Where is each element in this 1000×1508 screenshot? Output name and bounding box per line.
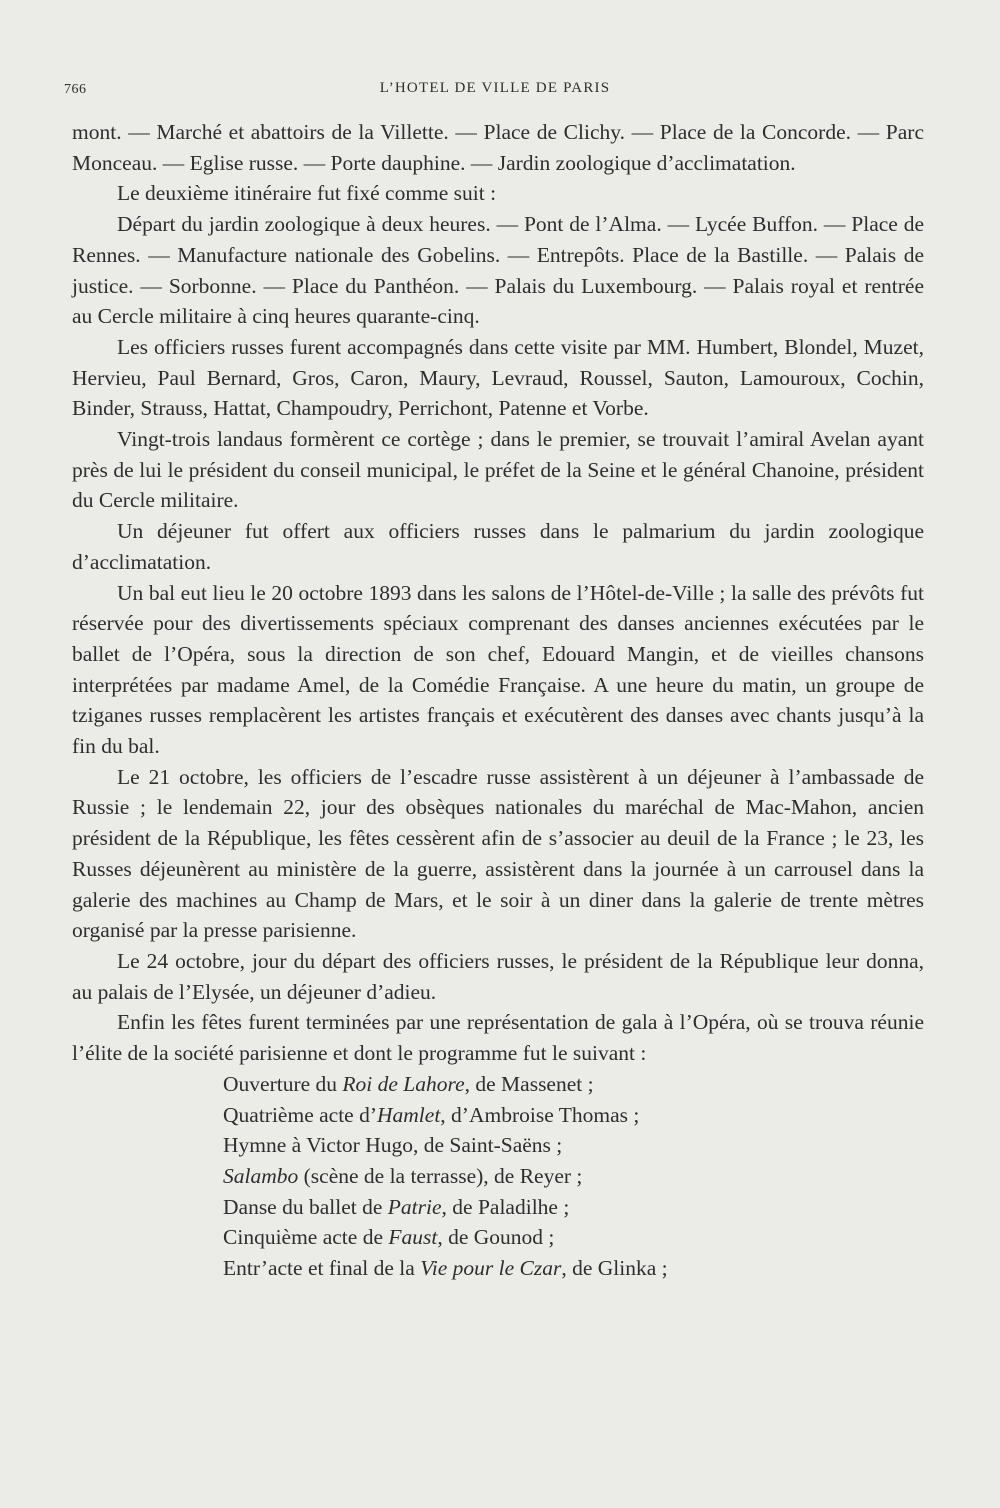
body-text [72,117,924,1284]
paragraph: Le 24 octobre, jour du départ des officiers russes, le président de la République leur donna, au palais de l’Elysée, un déjeuner d’adieu. [72,948,924,1004]
program-item-after: , d’Ambroise Thomas ; [440,1102,640,1127]
program-item-before: Ouverture du [223,1071,343,1096]
program-item [223,1253,924,1284]
paragraph: Départ du jardin zoologique à deux heures. — Pont de l’Alma. — Lycée Buffon. — Place de Rennes. — Manufacture nationale des Gobelins. — Entrepôts. Place de la Bastille. — Palais de justice. — Sorbonne. — Place du Panthéon. — Palais du Luxembourg. — Palais royal et rentrée au Cercle militaire à cinq heures quarante-cinq. [72,212,924,329]
paragraph: Enfin les fêtes furent terminées par une représentation de gala à l’Opéra, où se trouva réunie l’élite de la société parisienne et dont le programme fut le suivant : [72,1010,924,1066]
paragraph: Un bal eut lieu le 20 octobre 1893 dans les salons de l’Hôtel-de-Ville ; la salle des prévôts fut réservée pour des divertissements spéciaux comprenant des danses anciennes exécutées par le ballet de l’Opéra, sous la direction de son chef, Edouard Mangin, et de vieilles chansons interprétées par madame Amel, de la Comédie Française. A une heure du matin, un groupe de tziganes russes remplacèrent les artistes français et exécutèrent des danses avec chants jusqu’à la fin du bal. [72,580,924,759]
program-item [223,1161,924,1192]
program-item-before: Quatrième acte d’ [223,1102,377,1127]
program-item [223,1222,924,1253]
program-item-work: Roi de Lahore [342,1071,465,1096]
program-item-work: Salambo [223,1163,299,1188]
paragraph: Vingt-trois landaus formèrent ce cortège ; dans le premier, se trouvait l’amiral Avelan ayant près de lui le président du conseil municipal, le préfet de la Seine et le général Chanoine, président du Cercle militaire. [72,427,924,513]
page-header [64,78,926,102]
program-item-before: Entr’acte et final de la [223,1256,421,1281]
program-item-work: Hamlet [377,1102,441,1127]
program-item-after: , de Massenet ; [464,1071,594,1096]
paragraph: Le deuxième itinéraire fut fixé comme suit : [117,181,497,206]
program-item-before: Cinquième acte de [223,1225,389,1250]
program-item [223,1100,924,1131]
paragraph: Les officiers russes furent accompagnés dans cette visite par MM. Humbert, Blondel, Muzet, Hervieu, Paul Bernard, Gros, Caron, Maury, Levraud, Roussel, Sauton, Lamouroux, Cochin, Binder, Strauss, Hattat, Champoudry, Perrichont, Patenne et Vorbe. [72,334,924,421]
program-item-after: , de Paladilhe ; [441,1194,570,1219]
program-item-after: (scène de la terrasse), de Reyer ; [298,1163,583,1188]
program-item [223,1130,924,1161]
gala-program-list [72,1069,924,1284]
program-item-work: Patrie [387,1194,442,1219]
program-item [223,1069,924,1100]
program-item-after: , de Glinka ; [561,1256,668,1281]
program-item-work: Faust [388,1225,438,1250]
program-item [223,1192,924,1223]
paragraph: Le 21 octobre, les officiers de l’escadre russe assistèrent à un déjeuner à l’ambassade de Russie ; le lendemain 22, jour des obsèques nationales du maréchal de Mac-Mahon, ancien président de la République, les fêtes cessèrent afin de s’associer au deuil de la France ; le 23, les Russes déjeunèrent au ministère de la guerre, assistèrent dans la journée à un carrousel dans la galerie des machines au Champ de Mars, et le soir à un diner dans la galerie de trente mètres organisé par la presse parisienne. [72,764,924,943]
program-item-work: Vie pour le Czar [420,1256,562,1281]
page-number: 766 [64,82,87,97]
program-item-after: , de Gounod ; [437,1225,555,1250]
running-title: L’HOTEL DE VILLE DE PARIS [379,80,611,96]
paragraph: mont. — Marché et abattoirs de la Villette. — Place de Clichy. — Place de la Concorde. — Parc Monceau. — Eglise russe. — Porte dauphine. — Jardin zoologique d’acclimatation. [72,120,924,175]
program-item-before: Danse du ballet de [223,1194,388,1219]
paragraph: Un déjeuner fut offert aux officiers russes dans le palmarium du jardin zoologique d’acclimatation. [72,519,924,574]
program-item-before: Hymne à Victor Hugo, de Saint-Saëns ; [223,1133,563,1158]
